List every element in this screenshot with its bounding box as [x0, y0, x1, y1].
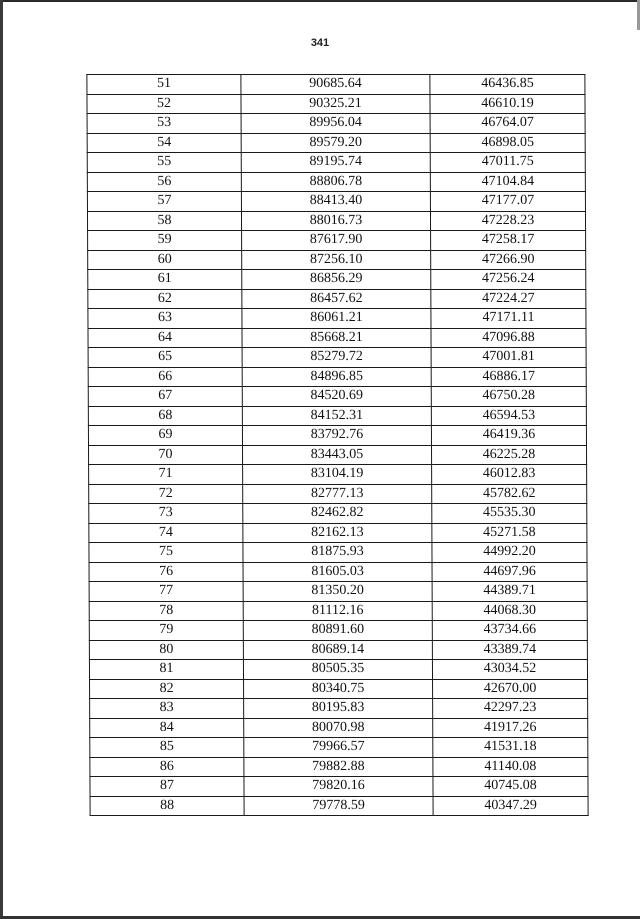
value-b-cell: 47266.90	[431, 250, 586, 270]
value-a-cell: 86856.29	[242, 270, 431, 290]
value-a-cell: 90325.21	[241, 94, 430, 114]
value-a-cell: 89195.74	[241, 153, 430, 173]
value-a-cell: 83792.76	[242, 426, 431, 446]
value-b-cell: 40745.08	[433, 777, 588, 797]
table-row	[89, 582, 587, 602]
value-b-cell: 47256.24	[431, 270, 586, 290]
value-a-cell: 88413.40	[241, 192, 430, 212]
table-row	[90, 777, 588, 797]
row-index-cell: 54	[87, 133, 241, 153]
table-row	[89, 601, 587, 621]
value-b-cell: 45535.30	[432, 504, 587, 524]
row-index-cell: 65	[88, 348, 242, 368]
value-b-cell: 44068.30	[432, 601, 587, 621]
row-index-cell: 71	[89, 465, 243, 485]
row-index-cell: 83	[90, 699, 244, 719]
value-a-cell: 90685.64	[241, 75, 430, 95]
table-row	[88, 270, 586, 290]
value-b-cell: 43034.52	[432, 660, 587, 680]
value-a-cell: 80891.60	[243, 621, 432, 641]
value-b-cell: 44992.20	[432, 543, 587, 563]
value-a-cell: 81350.20	[243, 582, 432, 602]
value-a-cell: 79966.57	[244, 738, 433, 758]
row-index-cell: 62	[88, 289, 242, 309]
value-a-cell: 79882.88	[244, 757, 433, 777]
table-row	[87, 114, 585, 134]
value-a-cell: 81112.16	[243, 601, 432, 621]
table-row	[87, 75, 585, 95]
table-row	[89, 660, 587, 680]
row-index-cell: 75	[89, 543, 243, 563]
value-a-cell: 85668.21	[242, 328, 431, 348]
value-b-cell: 41917.26	[433, 718, 588, 738]
value-b-cell: 46886.17	[431, 367, 586, 387]
row-index-cell: 58	[87, 211, 241, 231]
table-row	[88, 250, 586, 270]
value-b-cell: 46610.19	[430, 94, 585, 114]
table-row	[88, 367, 586, 387]
value-a-cell: 81605.03	[243, 562, 432, 582]
value-b-cell: 42670.00	[433, 679, 588, 699]
value-b-cell: 46012.83	[432, 465, 587, 485]
row-index-cell: 72	[89, 484, 243, 504]
row-index-cell: 82	[90, 679, 244, 699]
value-b-cell: 47001.81	[431, 348, 586, 368]
row-index-cell: 86	[90, 757, 244, 777]
value-a-cell: 80070.98	[244, 718, 433, 738]
value-b-cell: 45782.62	[432, 484, 587, 504]
row-index-cell: 66	[88, 367, 242, 387]
row-index-cell: 55	[87, 153, 241, 173]
row-index-cell: 74	[89, 523, 243, 543]
value-a-cell: 86457.62	[242, 289, 431, 309]
value-b-cell: 46764.07	[430, 114, 585, 134]
table-row	[88, 231, 586, 251]
table-row	[89, 523, 587, 543]
value-b-cell: 47104.84	[430, 172, 585, 192]
value-a-cell: 84896.85	[242, 367, 431, 387]
value-b-cell: 47177.07	[430, 192, 585, 212]
row-index-cell: 73	[89, 504, 243, 524]
value-a-cell: 82777.13	[243, 484, 432, 504]
value-b-cell: 44697.96	[432, 562, 587, 582]
table-row	[89, 445, 587, 465]
table-row	[87, 153, 585, 173]
value-b-cell: 46594.53	[431, 406, 586, 426]
value-b-cell: 46898.05	[430, 133, 585, 153]
value-b-cell: 43389.74	[432, 640, 587, 660]
row-index-cell: 69	[88, 426, 242, 446]
value-b-cell: 46225.28	[432, 445, 587, 465]
value-a-cell: 80340.75	[244, 679, 433, 699]
value-a-cell: 88016.73	[241, 211, 430, 231]
value-a-cell: 86061.21	[242, 309, 431, 329]
table-row	[87, 211, 585, 231]
row-index-cell: 78	[89, 601, 243, 621]
row-index-cell: 57	[87, 192, 241, 212]
value-b-cell: 47228.23	[430, 211, 585, 231]
row-index-cell: 88	[90, 796, 244, 816]
table-row	[89, 484, 587, 504]
value-a-cell: 82162.13	[243, 523, 432, 543]
value-b-cell: 46750.28	[431, 387, 586, 407]
value-a-cell: 81875.93	[243, 543, 432, 563]
table-row	[90, 699, 588, 719]
row-index-cell: 59	[88, 231, 242, 251]
table-row	[87, 94, 585, 114]
value-b-cell: 43734.66	[432, 621, 587, 641]
table-body	[87, 75, 588, 816]
value-a-cell: 84152.31	[242, 406, 431, 426]
value-a-cell: 89956.04	[241, 114, 430, 134]
table-row	[89, 543, 587, 563]
value-b-cell: 47258.17	[431, 231, 586, 251]
row-index-cell: 87	[90, 777, 244, 797]
scan-edge-top	[0, 0, 640, 2]
value-b-cell: 41531.18	[433, 738, 588, 758]
table-row	[89, 562, 587, 582]
table-row	[89, 640, 587, 660]
value-b-cell: 47011.75	[430, 153, 585, 173]
row-index-cell: 85	[90, 738, 244, 758]
value-a-cell: 80505.35	[243, 660, 432, 680]
table-row	[90, 718, 588, 738]
table-row	[88, 426, 586, 446]
scan-edge-left	[0, 0, 3, 919]
row-index-cell: 81	[89, 660, 243, 680]
table-row	[88, 309, 586, 329]
table-row	[87, 133, 585, 153]
row-index-cell: 60	[88, 250, 242, 270]
row-index-cell: 51	[87, 75, 241, 95]
page-number: 341	[310, 37, 330, 49]
table-row	[89, 621, 587, 641]
row-index-cell: 61	[88, 270, 242, 290]
value-a-cell: 89579.20	[241, 133, 430, 153]
value-a-cell: 83443.05	[243, 445, 432, 465]
row-index-cell: 68	[88, 406, 242, 426]
table-row	[88, 406, 586, 426]
row-index-cell: 53	[87, 114, 241, 134]
value-a-cell: 85279.72	[242, 348, 431, 368]
value-a-cell: 80195.83	[244, 699, 433, 719]
value-b-cell: 45271.58	[432, 523, 587, 543]
value-a-cell: 79778.59	[244, 796, 433, 816]
table-row	[90, 738, 588, 758]
row-index-cell: 63	[88, 309, 242, 329]
row-index-cell: 80	[89, 640, 243, 660]
row-index-cell: 67	[88, 387, 242, 407]
value-a-cell: 87617.90	[242, 231, 431, 251]
table-row	[88, 387, 586, 407]
table-row	[89, 504, 587, 524]
table-row	[90, 796, 588, 816]
value-b-cell: 42297.23	[433, 699, 588, 719]
row-index-cell: 56	[87, 172, 241, 192]
value-b-cell: 44389.71	[432, 582, 587, 602]
value-a-cell: 84520.69	[242, 387, 431, 407]
value-b-cell: 40347.29	[433, 796, 588, 816]
table-row	[89, 465, 587, 485]
value-b-cell: 41140.08	[433, 757, 588, 777]
table-row	[88, 289, 586, 309]
table-row	[88, 348, 586, 368]
row-index-cell: 79	[89, 621, 243, 641]
value-b-cell: 47224.27	[431, 289, 586, 309]
row-index-cell: 64	[88, 328, 242, 348]
value-a-cell: 79820.16	[244, 777, 433, 797]
table-row	[87, 192, 585, 212]
row-index-cell: 76	[89, 562, 243, 582]
row-index-cell: 77	[89, 582, 243, 602]
table-row	[88, 328, 586, 348]
value-a-cell: 83104.19	[243, 465, 432, 485]
value-a-cell: 88806.78	[241, 172, 430, 192]
table-row	[90, 757, 588, 777]
value-a-cell: 87256.10	[242, 250, 431, 270]
value-b-cell: 46436.85	[430, 75, 585, 95]
value-b-cell: 46419.36	[431, 426, 586, 446]
value-a-cell: 80689.14	[243, 640, 432, 660]
row-index-cell: 70	[89, 445, 243, 465]
data-table	[86, 74, 588, 816]
value-b-cell: 47096.88	[431, 328, 586, 348]
value-a-cell: 82462.82	[243, 504, 432, 524]
table-row	[87, 172, 585, 192]
row-index-cell: 84	[90, 718, 244, 738]
value-b-cell: 47171.11	[431, 309, 586, 329]
table-row	[90, 679, 588, 699]
row-index-cell: 52	[87, 94, 241, 114]
